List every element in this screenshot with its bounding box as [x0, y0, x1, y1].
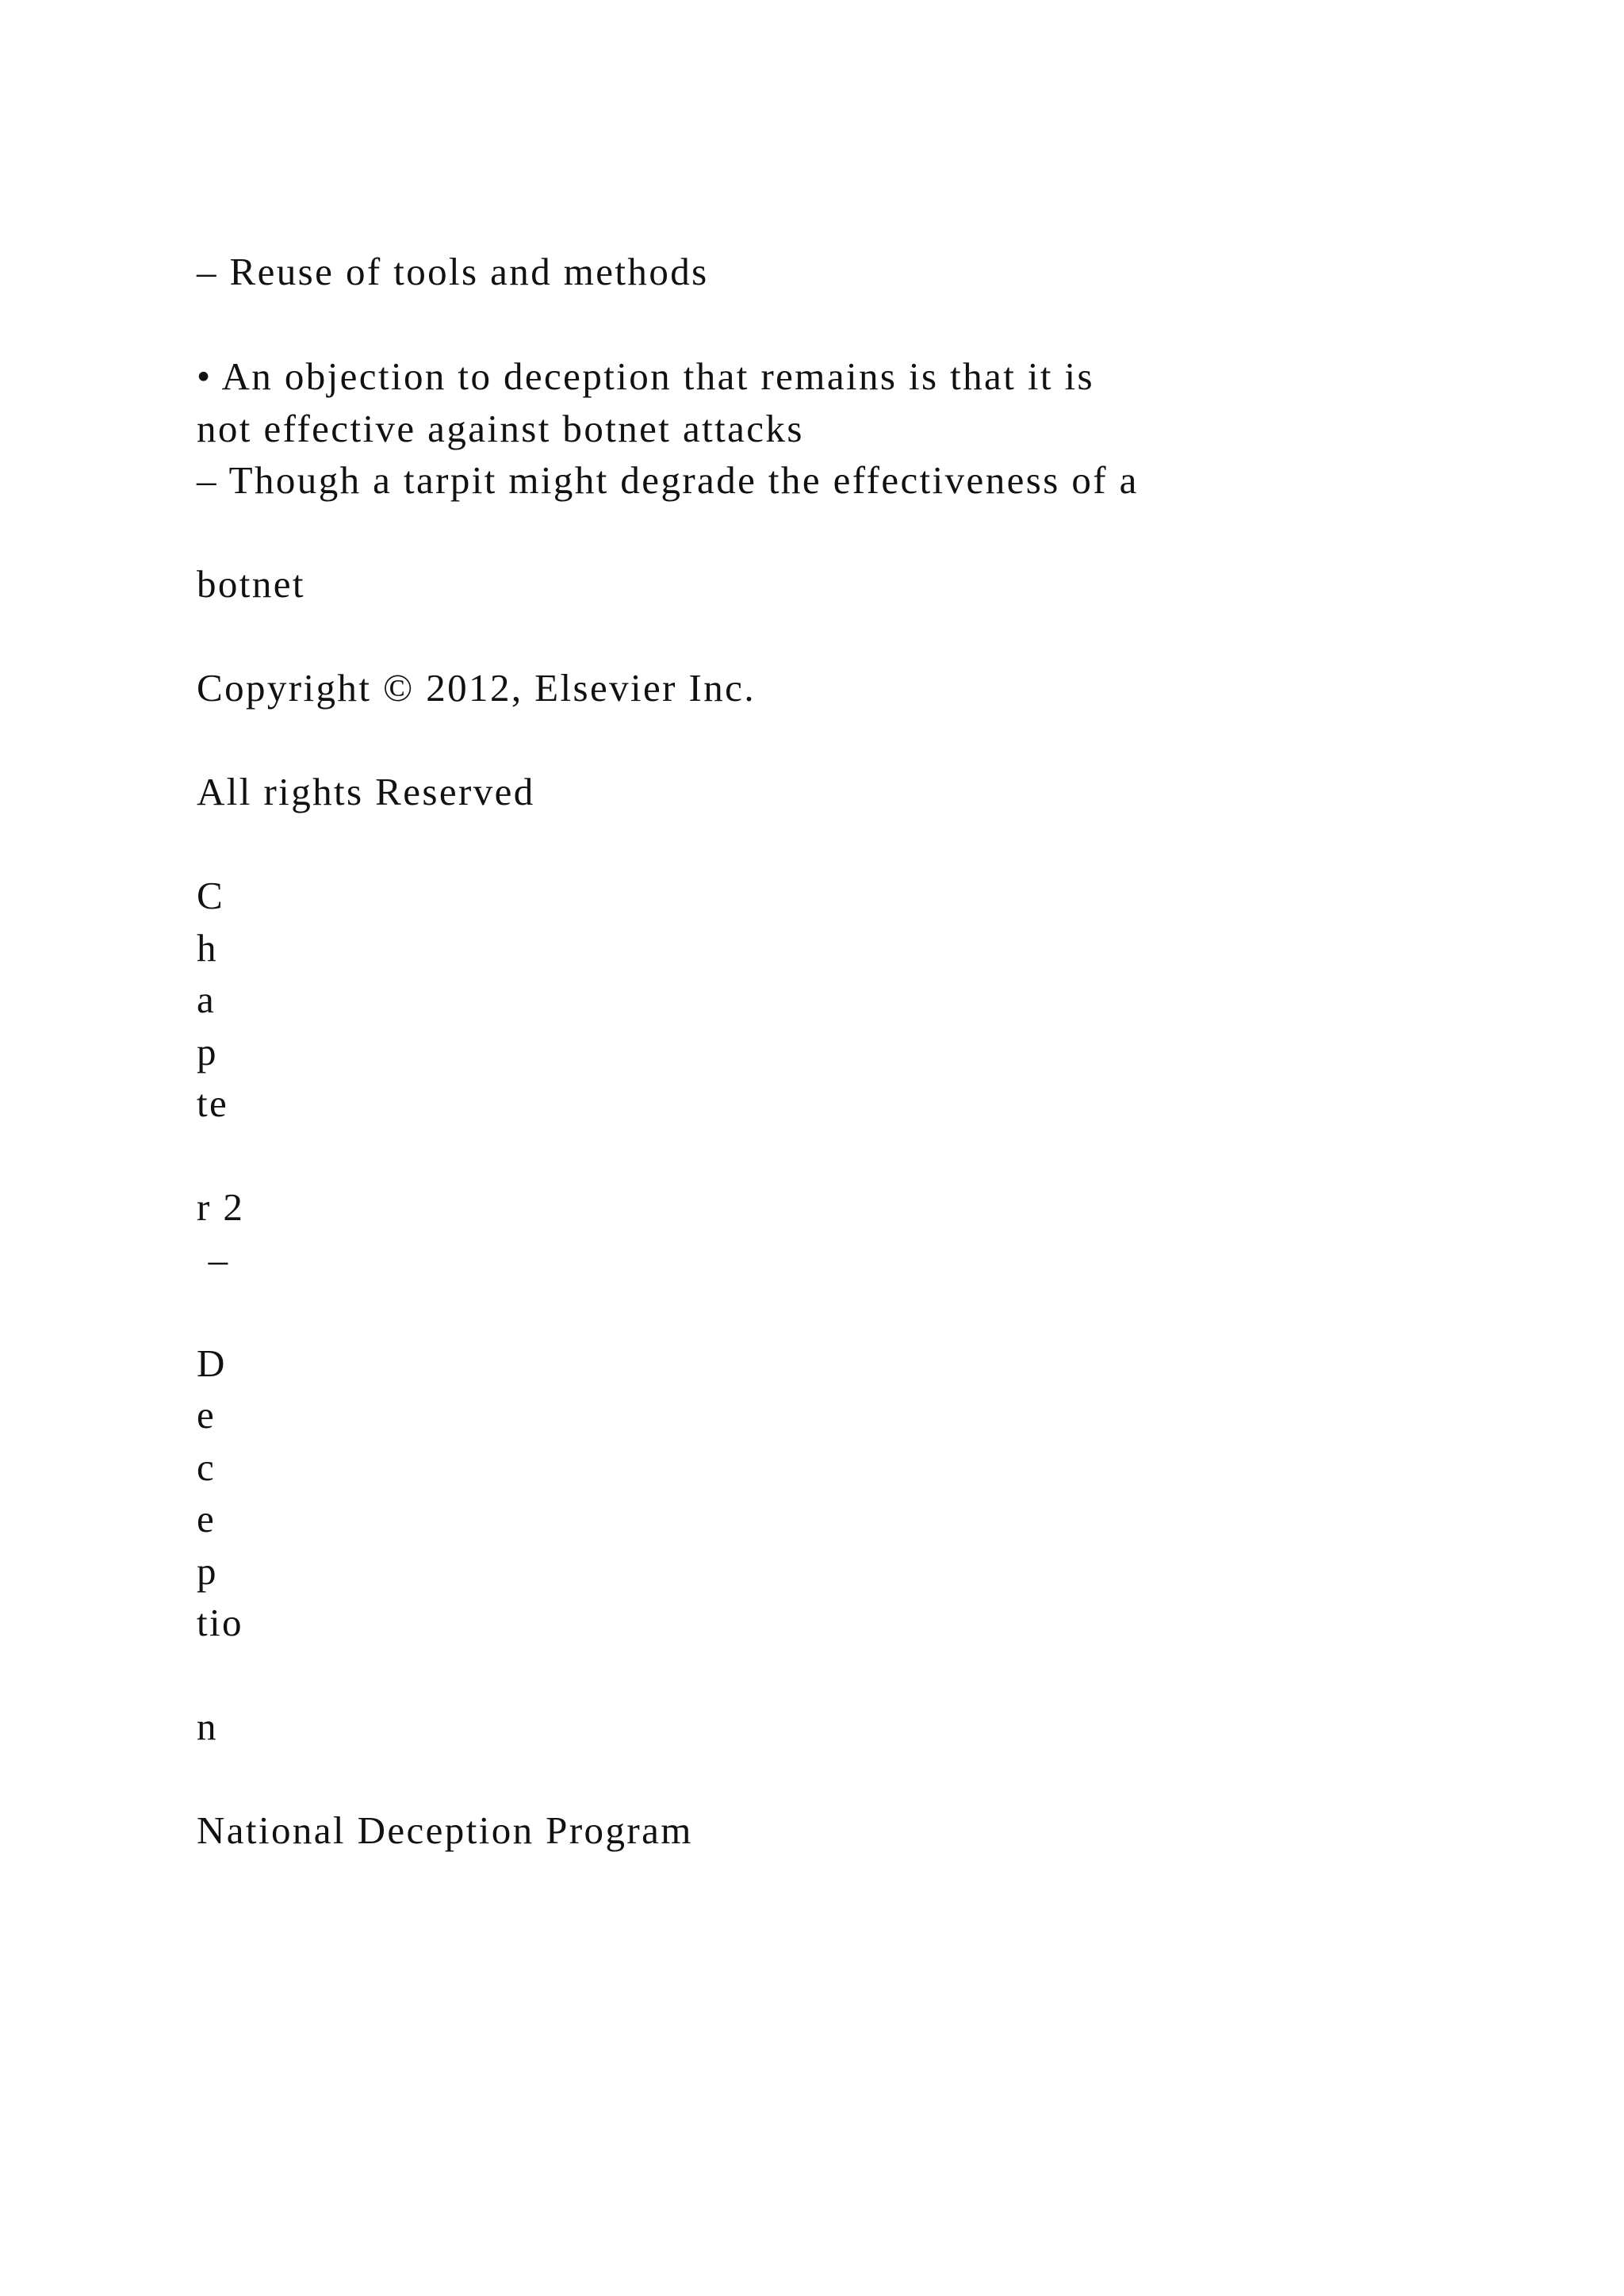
- chapter-fragment: h: [197, 926, 218, 970]
- bullet-objection-line-1: • An objection to deception that remains is that it is: [197, 354, 1095, 398]
- chapter-fragment: a: [197, 978, 216, 1021]
- deception-fragment: tio: [197, 1601, 243, 1644]
- deception-fragment: e: [197, 1393, 216, 1437]
- deception-fragment: D: [197, 1341, 227, 1385]
- dash-item-reuse-tools: – Reuse of tools and methods: [197, 250, 709, 293]
- rights-text: All rights Reserved: [197, 770, 535, 813]
- deception-fragment: n: [197, 1705, 218, 1748]
- bullet-objection-line-2: not effective against botnet attacks: [197, 407, 804, 450]
- botnet-text: botnet: [197, 562, 305, 606]
- deception-fragment: c: [197, 1445, 216, 1489]
- chapter-number-fragment: r 2: [197, 1185, 245, 1229]
- chapter-fragment: p: [197, 1030, 218, 1073]
- chapter-fragment: te: [197, 1081, 229, 1125]
- chapter-dash-fragment: –: [197, 1238, 230, 1281]
- deception-fragment: p: [197, 1549, 218, 1593]
- copyright-text: Copyright © 2012, Elsevier Inc.: [197, 666, 756, 710]
- section-title: National Deception Program: [197, 1808, 693, 1852]
- chapter-fragment: C: [197, 874, 225, 917]
- dash-item-tarpit: – Though a tarpit might degrade the effectiveness of a: [197, 458, 1139, 502]
- deception-fragment: e: [197, 1497, 216, 1540]
